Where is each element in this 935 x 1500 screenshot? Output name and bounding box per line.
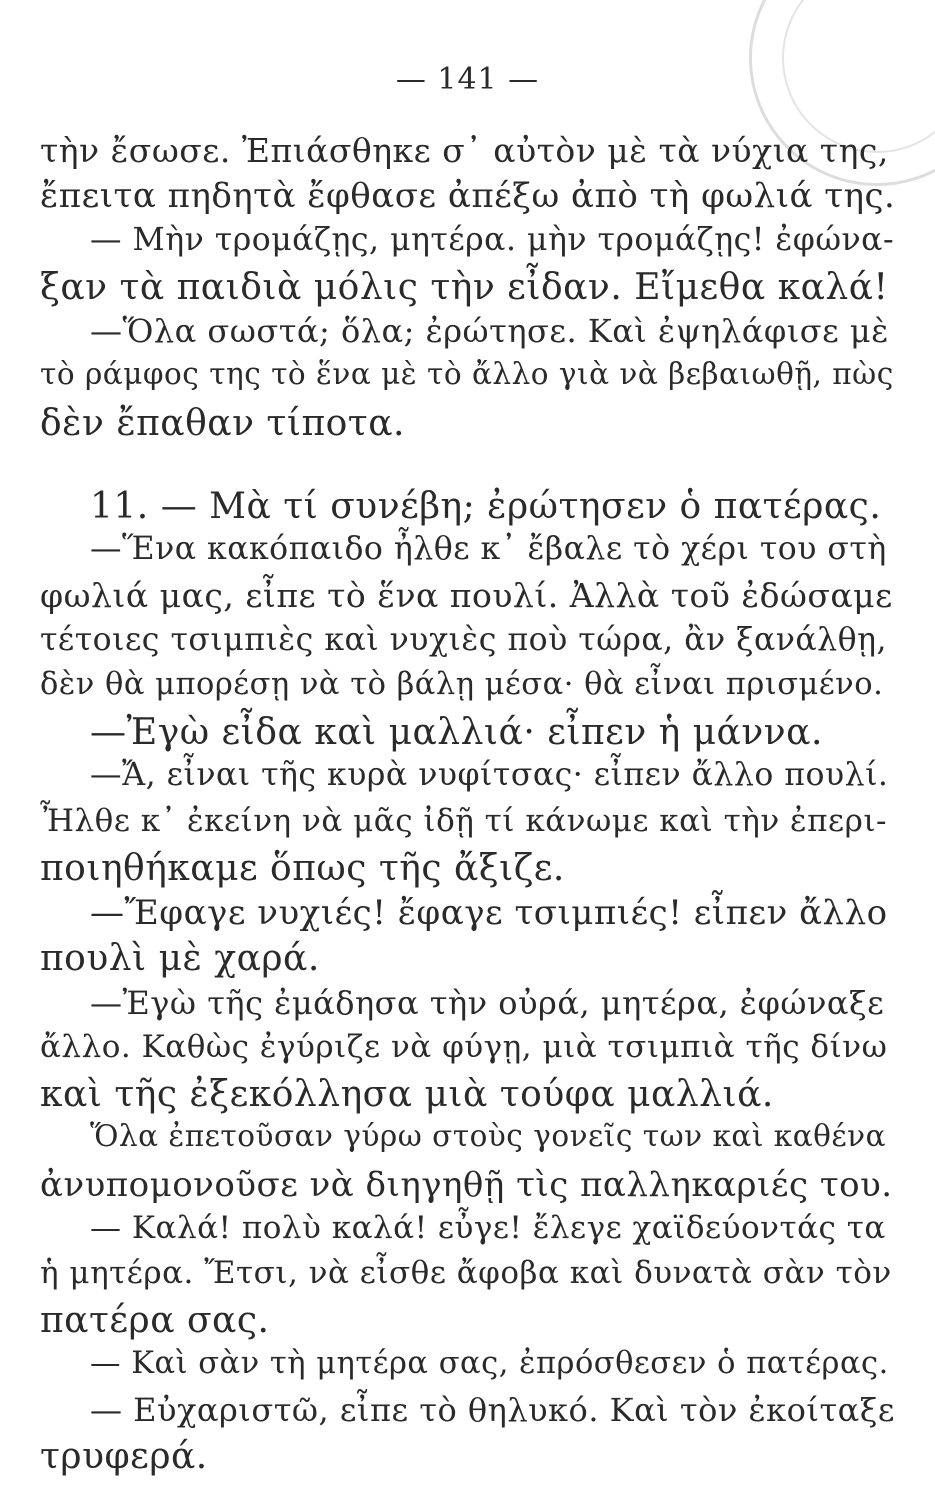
- text-line: τὴν ἔσωσε. Ἐπιάσθηκε σ᾽ αὐτὸν μὲ τὰ νύχια της,: [40, 131, 889, 170]
- text-line: δὲν θὰ μπορέσῃ νὰ τὸ βάλῃ μέσα· θὰ εἶναι πρισμένο.: [40, 667, 884, 702]
- text-line: Ὅλα ἐπετοῦσαν γύρω στοὺς γονεῖς των καὶ καθένα: [90, 1119, 887, 1153]
- text-line: ἔπειτα πηδητὰ ἔφθασε ἀπέξω ἀπὸ τὴ φωλιά της.: [40, 176, 896, 216]
- text-line: —Ὅλα σωστά; ὅλα; ἐρώτησε. Καὶ ἐψηλάφισε μὲ: [90, 312, 889, 350]
- page-number: — 141 —: [395, 62, 540, 97]
- text-line: —Ἄ, εἶναι τῆς κυρὰ νυφίτσας· εἶπεν ἄλλο πουλί.: [90, 757, 889, 793]
- text-line: — Καὶ σὰν τὴ μητέρα σας, ἐπρόσθεσεν ὁ πατέρας.: [90, 1346, 889, 1381]
- text-line: πατέρα σας.: [40, 1300, 270, 1341]
- text-line: — Καλά! πολὺ καλά! εὖγε! ἔλεγε χαϊδεύοντάς τα: [90, 1210, 886, 1246]
- text-line: ἀνυπομονοῦσε νὰ διηγηθῇ τὶς παλληκαριές του.: [40, 1165, 893, 1205]
- text-line: Ἦλθε κ᾽ ἐκείνη νὰ μᾶς ἰδῇ τί κάνωμε καὶ τὴν ἐπερι-: [40, 803, 887, 839]
- text-line: — Μὴν τρομάζῃς, μητέρα. μὴν τρομάζῃς! ἐφώνα-: [90, 222, 895, 258]
- text-line: ξαν τὰ παιδιὰ μόλις τὴν εἶδαν. Εἴμεθα καλά!: [40, 267, 889, 308]
- text-line: καὶ τῆς ἐξεκόλλησα μιὰ τούφα μαλλιά.: [40, 1074, 774, 1115]
- text-line: —Ἐγὼ εἶδα καὶ μαλλιά· εἶπεν ἡ μάννα.: [90, 712, 823, 753]
- text-line: τρυφερά.: [40, 1436, 208, 1477]
- text-line: ποιηθήκαμε ὅπως τῆς ἄξιζε.: [40, 848, 565, 889]
- text-line: τὸ ράμφος της τὸ ἕνα μὲ τὸ ἄλλο γιὰ νὰ βεβαιωθῇ, πὼς: [40, 357, 894, 391]
- text-line: — Εὐχαριστῶ, εἶπε τὸ θηλυκό. Καὶ τὸν ἐκοίταξε: [90, 1391, 895, 1429]
- text-line: —Ἕνα κακόπαιδο ἦλθε κ᾽ ἔβαλε τὸ χέρι του στὴ: [90, 531, 887, 567]
- text-line: δὲν ἔπαθαν τίποτα.: [40, 403, 405, 444]
- text-line: φωλιά μας, εἶπε τὸ ἕνα πουλί. Ἀλλὰ τοῦ ἐδώσαμε: [40, 576, 893, 615]
- text-line: ἄλλο. Καθὼς ἐγύριζε νὰ φύγῃ, μιὰ τσιμπιὰ τῆς δίνω: [40, 1029, 888, 1065]
- text-line: —Ἔφαγε νυχιές! ἔφαγε τσιμπιές! εἶπεν ἄλλο: [90, 893, 888, 933]
- text-line: ἡ μητέρα. Ἔτσι, νὰ εἶσθε ἄφοβα καὶ δυνατὰ σὰν τὸν: [40, 1255, 892, 1291]
- text-line: —Ἐγὼ τῆς ἐμάδησα τὴν οὐρά, μητέρα, ἐφώναξε: [90, 984, 885, 1022]
- text-line: πουλὶ μὲ χαρά.: [40, 938, 320, 979]
- text-line: 11. — Μὰ τί συνέβη; ἐρώτησεν ὁ πατέρας.: [90, 486, 882, 527]
- text-line: τέτοιες τσιμπιὲς καὶ νυχιὲς ποὺ τώρα, ἂν ξανάλθῃ,: [40, 622, 887, 658]
